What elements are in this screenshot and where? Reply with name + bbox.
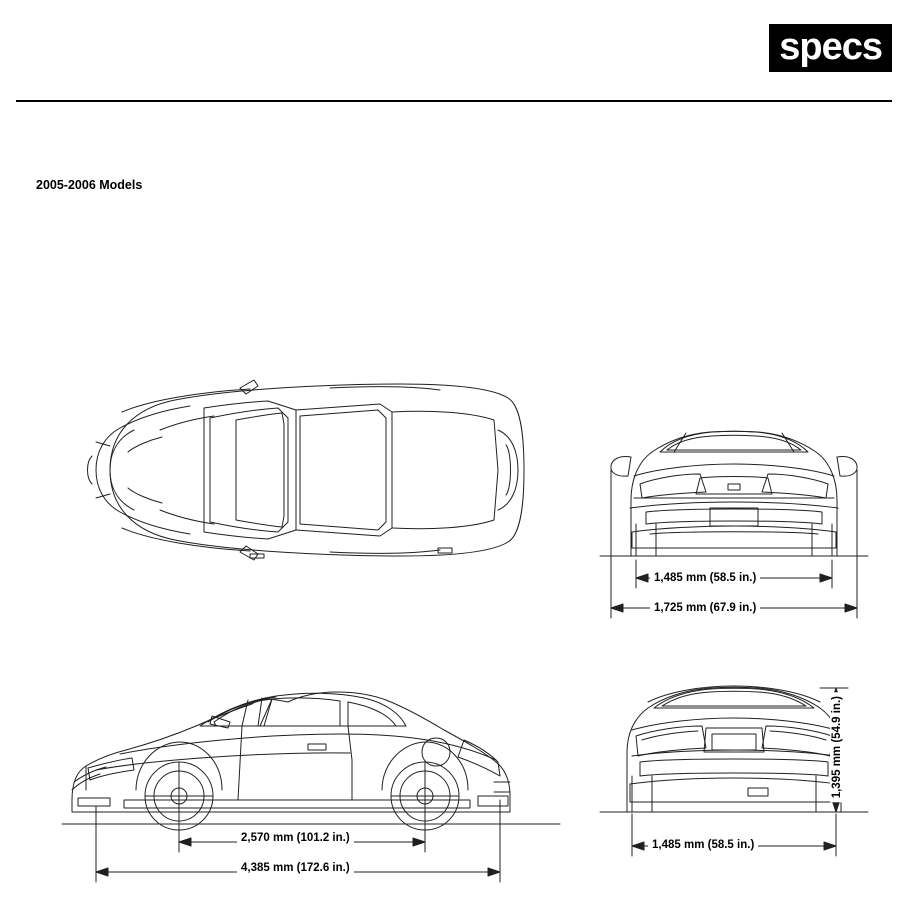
overall-height-label: 1,395 mm (54.9 in.) <box>830 692 844 802</box>
overall-width-label: 1,725 mm (67.9 in.) <box>650 601 760 615</box>
top-view-car <box>88 380 525 560</box>
rear-view-car <box>600 686 868 812</box>
overall-length-label: 4,385 mm (172.6 in.) <box>237 861 354 875</box>
side-view-car <box>62 692 560 830</box>
specs-badge: specs <box>769 24 892 72</box>
front-view-car <box>600 431 868 556</box>
wheelbase-label: 2,570 mm (101.2 in.) <box>237 831 354 845</box>
rear-track-label: 1,485 mm (58.5 in.) <box>648 838 758 852</box>
overall-width-dimension <box>611 470 857 618</box>
model-years-label: 2005-2006 Models <box>36 178 143 192</box>
front-track-label: 1,485 mm (58.5 in.) <box>650 571 760 585</box>
